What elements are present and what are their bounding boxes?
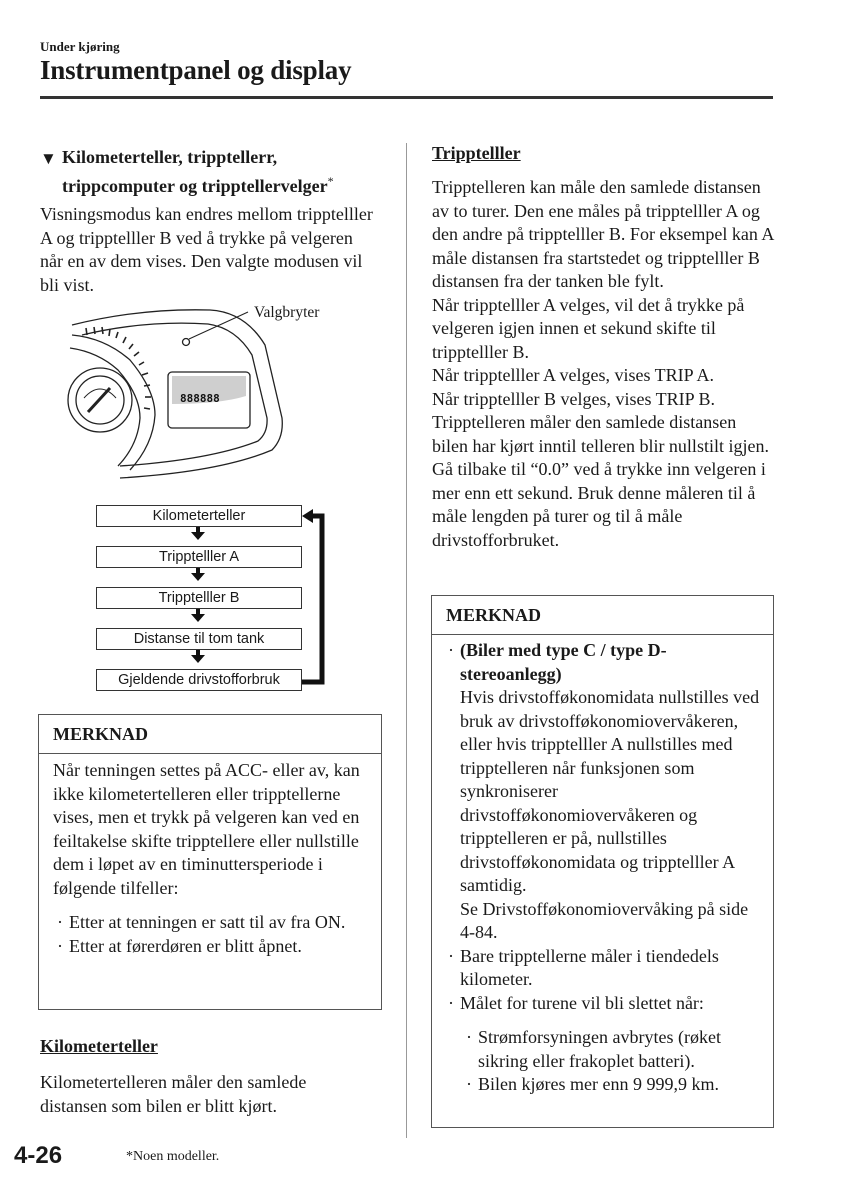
list-item-text: Etter at førerdøren er blitt åpnet. xyxy=(69,935,302,956)
tripmeter-paragraph: Tripptelleren måler den samlede distansen bilen har kjørt inntil telleren blir nullstilt igjen. Gå tilbake til “0.0” ved å trykke inn velgeren i mer enn ett sekund. Bruk denne måleren til å måle lengden på turer og til å måle drivstofforbruket. xyxy=(432,412,769,550)
instrument-cluster-illustration xyxy=(60,300,390,480)
note-condition: (Biler med type C / type D-stereoanlegg) xyxy=(460,640,667,684)
note-title: MERKNAD xyxy=(432,596,773,635)
section-label: Under kjøring xyxy=(40,39,120,54)
page-number: 4-26 xyxy=(14,1142,63,1169)
sub-list-item: · Bilen kjøres mer enn 9 999,9 km. xyxy=(466,1074,719,1094)
note-box-right xyxy=(431,595,774,1128)
sub-list-item-text: Bilen kjøres mer enn 9 999,9 km. xyxy=(478,1074,719,1094)
list-item-text: Etter at tenningen er satt til av fra ON. xyxy=(69,912,346,932)
odometer-digits: 888888 xyxy=(180,392,220,405)
note-text: Når tenningen settes på ACC- eller av, kan ikke kilometertelleren eller tripptellerne vises, men et trykk på velgeren kan ved en feiltakelse skifte tripptellere eller nullstille dem i løpet av en timinuttersperiode i følgende tilfeller: xyxy=(53,760,360,898)
tripmeter-paragraph: Tripptelleren kan måle den samlede distansen av to turer. Den ene måles på tripptelller A og den andre på tripptelller B. For eksempel kan A måle distansen fra startstedet og tripptelller B distansen fra der tanken ble fylt. xyxy=(432,177,774,291)
list-item: · Etter at tenningen er satt til av fra ON. xyxy=(57,912,346,932)
intro-paragraph: Visningsmodus kan endres mellom tripptelller A og tripptelller B ved å trykke på velgeren når en av dem vises. Den valgte modusen vil bli vist. xyxy=(40,204,373,295)
selector-callout: Valgbryter xyxy=(254,304,320,321)
note-box-left xyxy=(38,714,382,1010)
flow-step-trip-b: Tripptelller B xyxy=(96,587,302,609)
title-rule xyxy=(40,96,773,99)
heading-line-2 xyxy=(62,169,334,198)
column-divider xyxy=(406,143,407,1138)
footnote: *Noen modeller. xyxy=(126,1149,220,1164)
heading-line-2-text: trippcomputer og tripptellervelger xyxy=(62,176,328,196)
tripmeter-paragraph: Når tripptelller A velges, vises TRIP A. xyxy=(432,365,714,385)
flow-step-fuel-consumption: Gjeldende drivstofforbruk xyxy=(96,669,302,691)
flow-step-trip-a: Tripptelller A xyxy=(96,546,302,568)
note-text: Hvis drivstofføkonomidata nullstilles ved bruk av drivstofføkonomiovervåkeren, eller hvis tripptelller A nullstilles med tripptelleren når funksjonen som synkroniserer drivstofføkonomiovervåkeren og tripptelleren er på, nullstilles drivstofføkonomidata og tripptelller A samtidig. xyxy=(460,687,760,895)
note-body xyxy=(53,759,369,958)
sub-list-item: · Strømforsyningen avbrytes (røket sikring eller frakoplet batteri). xyxy=(466,1027,721,1071)
down-arrow-icon xyxy=(190,568,206,582)
tripmeter-paragraph: Når tripptelller B velges, vises TRIP B. xyxy=(432,388,715,409)
list-item: · Etter at førerdøren er blitt åpnet. xyxy=(57,935,302,956)
triangle-icon: ▼ xyxy=(40,149,57,168)
odometer-paragraph: Kilometertelleren måler den samlede distansen som bilen er blitt kjørt. xyxy=(40,1072,307,1116)
list-item: · Målet for turene vil bli slettet når: xyxy=(448,992,704,1013)
flow-step-odometer: Kilometerteller xyxy=(96,505,302,527)
list-item: · Bare tripptellerne måler i tiendedels kilometer. xyxy=(448,945,719,989)
note-title: MERKNAD xyxy=(39,715,381,754)
list-item-text: Bare tripptellerne måler i tiendedels kilometer. xyxy=(460,945,719,989)
return-arrow-icon xyxy=(298,505,330,691)
tripmeter-heading: Tripptelller xyxy=(432,143,521,163)
odometer-heading: Kilometerteller xyxy=(40,1036,158,1056)
list-item: · (Biler med type C / type D-stereoanlegg) Hvis drivstofføkonomidata nullstilles ved bruk av drivstofføkonomiovervåkeren, eller hvis tripptelller A nullstilles med tripptelleren når funksjonen som synkroniserer drivstofføkonomiovervåkeren og tripptelleren er på, nullstilles drivstofføkonomidata og tripptelller A samtidig. Se Drivstofføkonomiovervåking på side 4-84. xyxy=(448,639,760,945)
down-arrow-icon xyxy=(190,527,206,541)
footnote-star: * xyxy=(327,174,334,188)
list-item-text: Målet for turene vil bli slettet når: xyxy=(460,992,704,1013)
page-title: Instrumentpanel og display xyxy=(40,55,352,85)
note-body xyxy=(448,639,760,1097)
tripmeter-paragraph: Når tripptelller A velges, vil det å trykke på velgeren igjen innen et sekund skifte til tripptelller B. xyxy=(432,294,745,362)
sub-list-item-text: Strømforsyningen avbrytes (røket sikring eller frakoplet batteri). xyxy=(478,1027,721,1071)
flow-step-range: Distanse til tom tank xyxy=(96,628,302,650)
down-arrow-icon xyxy=(190,650,206,664)
note-reference: Se Drivstofføkonomiovervåking på side 4-84. xyxy=(460,898,749,942)
down-arrow-icon xyxy=(190,609,206,623)
tripmeter-body xyxy=(432,176,774,552)
heading-line-1: Kilometerteller, tripptellerr, xyxy=(62,147,278,167)
